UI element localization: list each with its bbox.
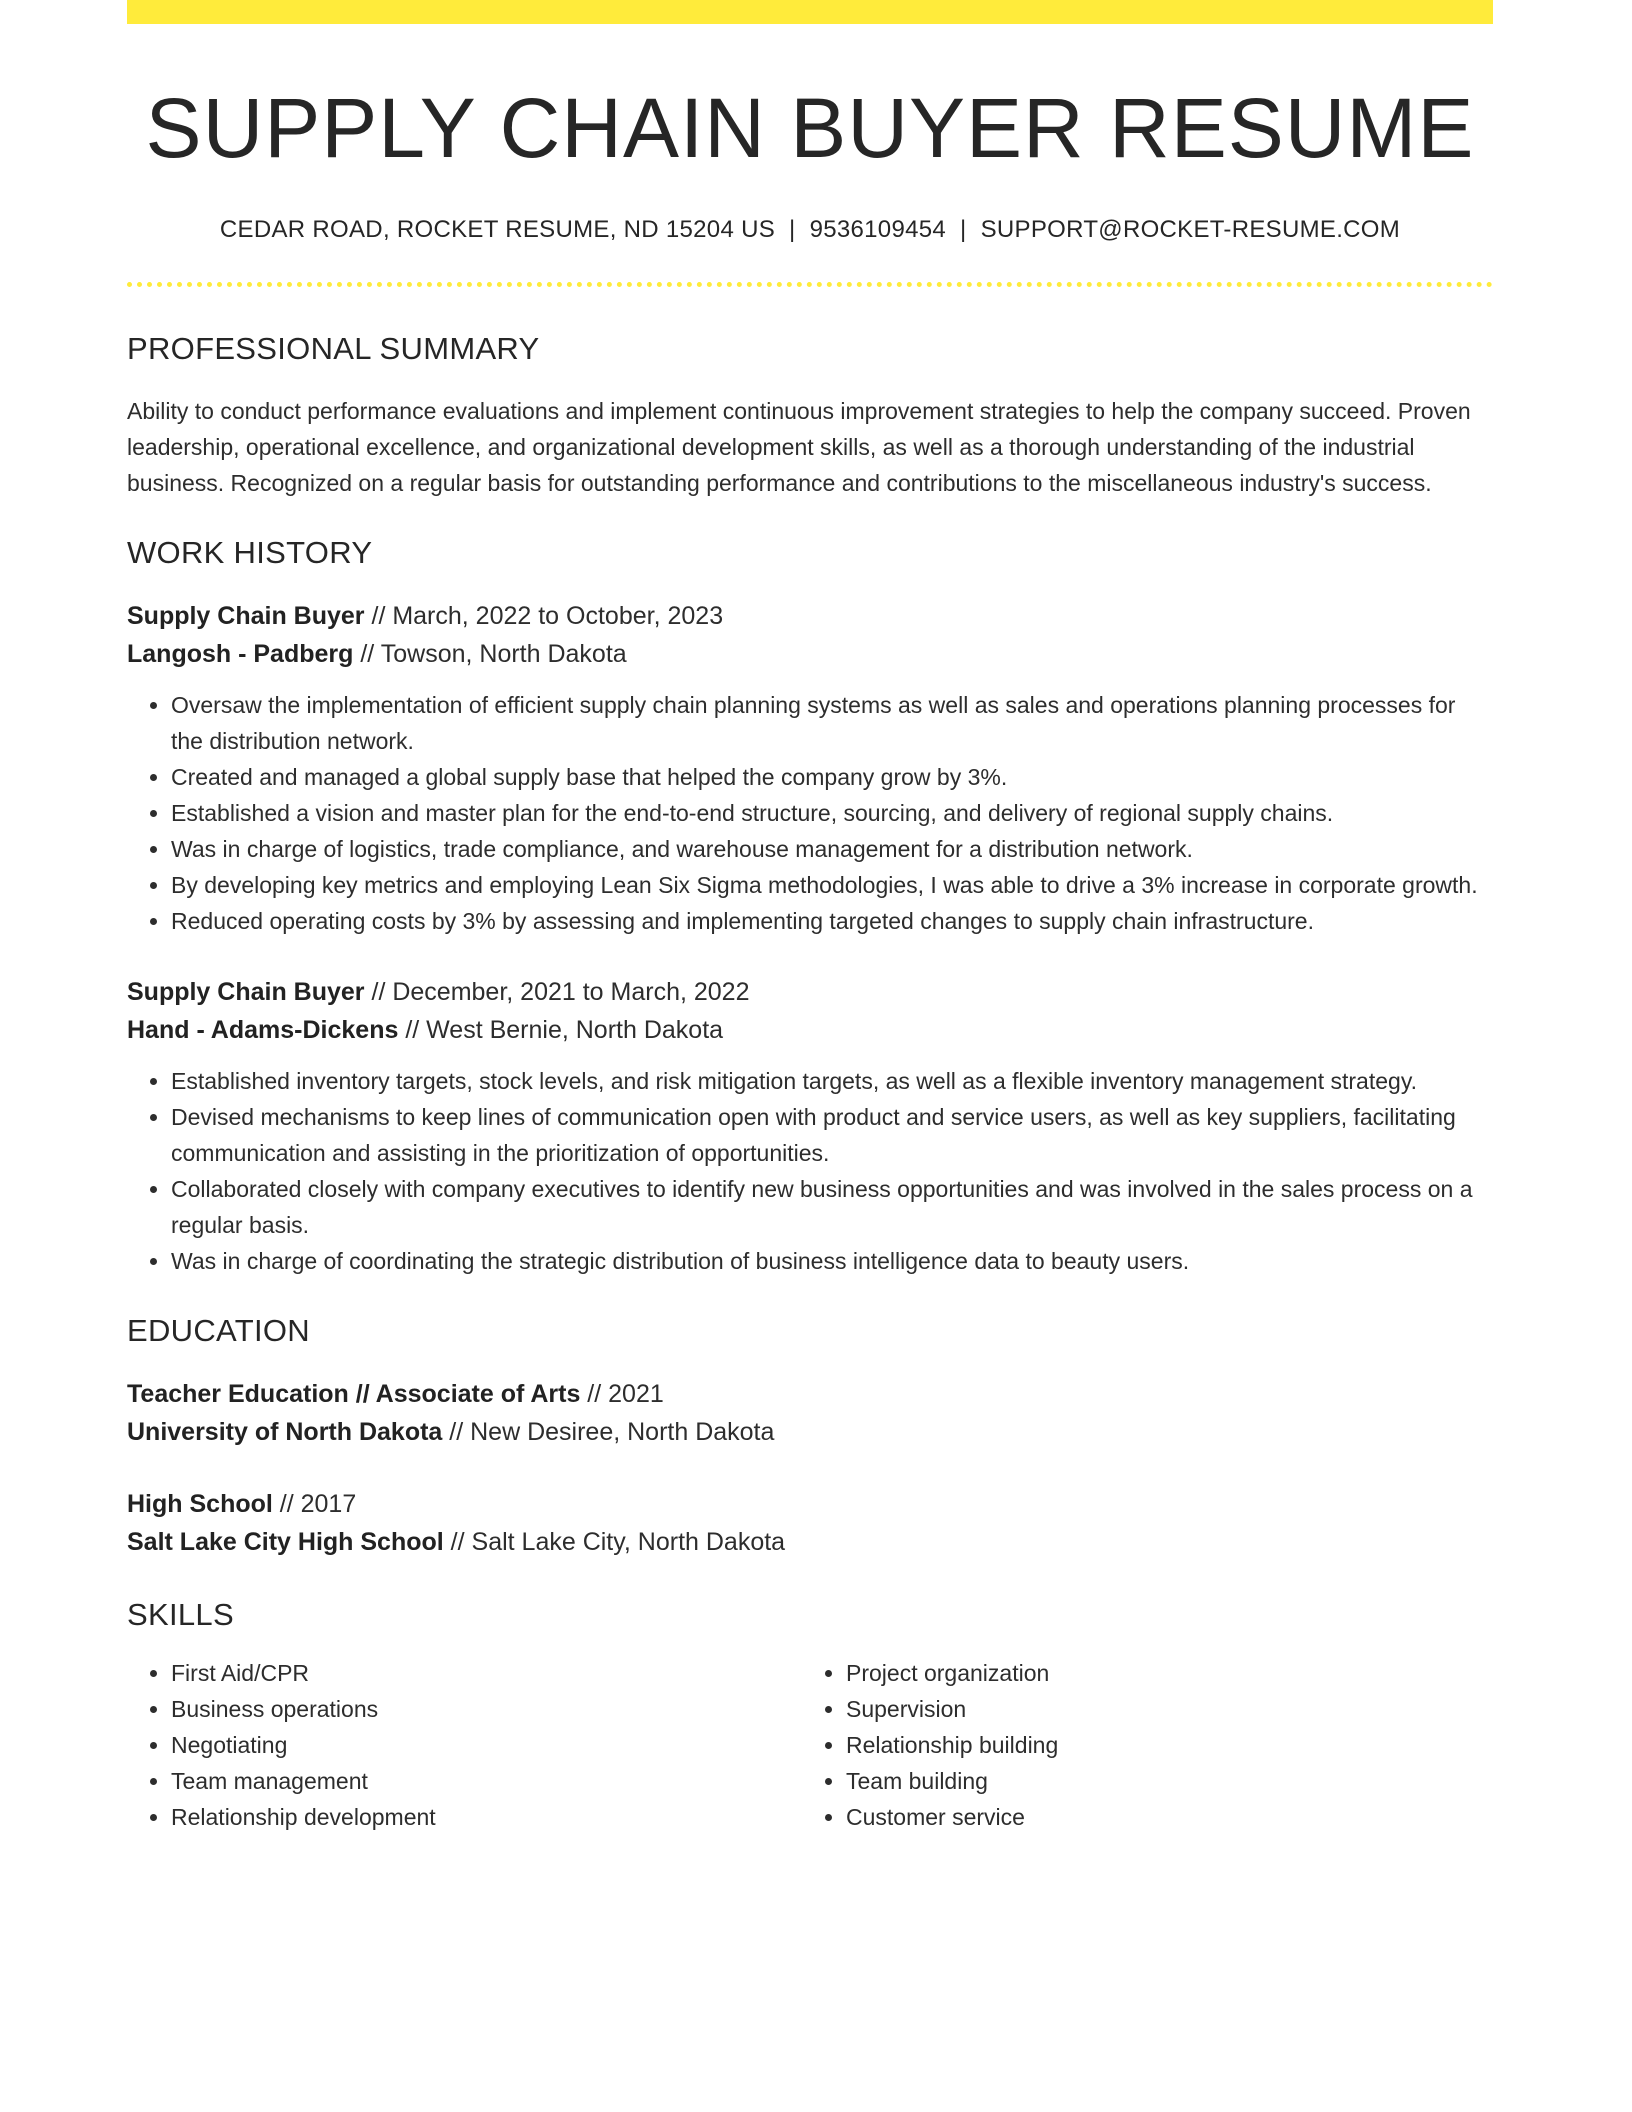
education-degree: High School xyxy=(127,1490,273,1519)
job-entry xyxy=(127,973,1493,1279)
education-degree-line xyxy=(127,1375,1493,1413)
job-bullet: • Was in charge of coordinating the strategic distribution of business intelligence data to beauty users. xyxy=(171,1243,1493,1279)
job-bullet: • Oversaw the implementation of efficient supply chain planning systems as well as sales and operations planning processes for the distribution network. xyxy=(171,687,1493,759)
contact-address: CEDAR ROAD, ROCKET RESUME, ND 15204 US xyxy=(219,216,776,244)
job-bullet: • Established inventory targets, stock levels, and risk mitigation targets, as well as a flexible inventory management strategy. xyxy=(171,1063,1493,1099)
job-bullet: • Was in charge of logistics, trade compliance, and warehouse management for a distribution network. xyxy=(171,831,1493,867)
skill-item: • Team building xyxy=(846,1763,1477,1799)
job-bullet: • Devised mechanisms to keep lines of communication open with product and service users, as well as key suppliers, facilitating communication and assisting in the prioritization of opportunities. xyxy=(171,1099,1493,1171)
job-title: Supply Chain Buyer xyxy=(127,602,365,631)
education-school: Salt Lake City High School xyxy=(127,1528,444,1557)
dotted-divider xyxy=(127,282,1493,287)
job-company: Langosh - Padberg xyxy=(127,640,354,669)
contact-line xyxy=(127,216,1493,244)
skill-item: • First Aid/CPR xyxy=(171,1655,802,1691)
job-title-line xyxy=(127,597,1493,635)
skill-item: • Relationship development xyxy=(171,1799,802,1835)
job-company-line xyxy=(127,635,1493,673)
job-bullet: • Collaborated closely with company executives to identify new business opportunities and was involved in the sales process on a regular basis. xyxy=(171,1171,1493,1243)
job-dates: // December, 2021 to March, 2022 xyxy=(364,978,750,1007)
job-bullet: • Created and managed a global supply base that helped the company grow by 3%. xyxy=(171,759,1493,795)
summary-text: Ability to conduct performance evaluations and implement continuous improvement strategies to help the company succeed. Proven leadership, operational excellence, and organizational development skills, as well as a thorough understanding of the industrial business. Recognized on a regular basis for outstanding performance and contributions to the miscellaneous industry's success. xyxy=(127,398,1471,497)
skill-item: • Customer service xyxy=(846,1799,1477,1835)
top-accent-bar xyxy=(127,0,1493,24)
section-heading-summary: PROFESSIONAL SUMMARY xyxy=(127,331,540,367)
page-title: SUPPLY CHAIN BUYER RESUME xyxy=(145,81,1475,175)
skill-item: • Negotiating xyxy=(171,1727,802,1763)
contact-separator: | xyxy=(960,216,967,244)
education-school: University of North Dakota xyxy=(127,1418,443,1447)
education-year: // 2017 xyxy=(272,1490,357,1519)
education-year: // 2021 xyxy=(580,1380,664,1409)
job-location: // Towson, North Dakota xyxy=(353,640,627,669)
skill-item: • Team management xyxy=(171,1763,802,1799)
job-bullet: • Reduced operating costs by 3% by assessing and implementing targeted changes to supply chain infrastructure. xyxy=(171,903,1493,939)
job-company-line xyxy=(127,1011,1493,1049)
skills-list-left xyxy=(127,1655,802,1835)
job-bullet: • Established a vision and master plan for the end-to-end structure, sourcing, and delivery of regional supply chains. xyxy=(171,795,1493,831)
education-entry xyxy=(127,1375,1493,1451)
section-heading-work-history: WORK HISTORY xyxy=(127,535,373,571)
skill-item: • Relationship building xyxy=(846,1727,1477,1763)
education-degree-line xyxy=(127,1485,1493,1523)
education-location: // Salt Lake City, North Dakota xyxy=(443,1528,786,1557)
resume-page xyxy=(127,0,1493,1835)
education-location: // New Desiree, North Dakota xyxy=(442,1418,775,1447)
education-school-line xyxy=(127,1413,1493,1451)
skills-list-right xyxy=(802,1655,1477,1835)
section-heading-education: EDUCATION xyxy=(127,1313,310,1349)
contact-phone: 9536109454 xyxy=(809,216,947,244)
education-degree: Teacher Education // Associate of Arts xyxy=(127,1380,581,1409)
education-school-line xyxy=(127,1523,1493,1561)
job-title: Supply Chain Buyer xyxy=(127,978,365,1007)
section-heading-skills: SKILLS xyxy=(127,1597,234,1633)
job-entry xyxy=(127,597,1493,939)
job-bullets xyxy=(127,687,1493,939)
contact-email: SUPPORT@ROCKET-RESUME.COM xyxy=(980,216,1401,244)
contact-separator: | xyxy=(789,216,796,244)
job-bullets xyxy=(127,1063,1493,1279)
job-bullet: • By developing key metrics and employing Lean Six Sigma methodologies, I was able to drive a 3% increase in corporate growth. xyxy=(171,867,1493,903)
job-dates: // March, 2022 to October, 2023 xyxy=(364,602,724,631)
job-location: // West Bernie, North Dakota xyxy=(398,1016,724,1045)
job-company: Hand - Adams-Dickens xyxy=(127,1016,399,1045)
skill-item: • Business operations xyxy=(171,1691,802,1727)
skill-item: • Supervision xyxy=(846,1691,1477,1727)
education-entry xyxy=(127,1485,1493,1561)
skills-columns xyxy=(127,1655,1493,1835)
skill-item: • Project organization xyxy=(846,1655,1477,1691)
job-title-line xyxy=(127,973,1493,1011)
